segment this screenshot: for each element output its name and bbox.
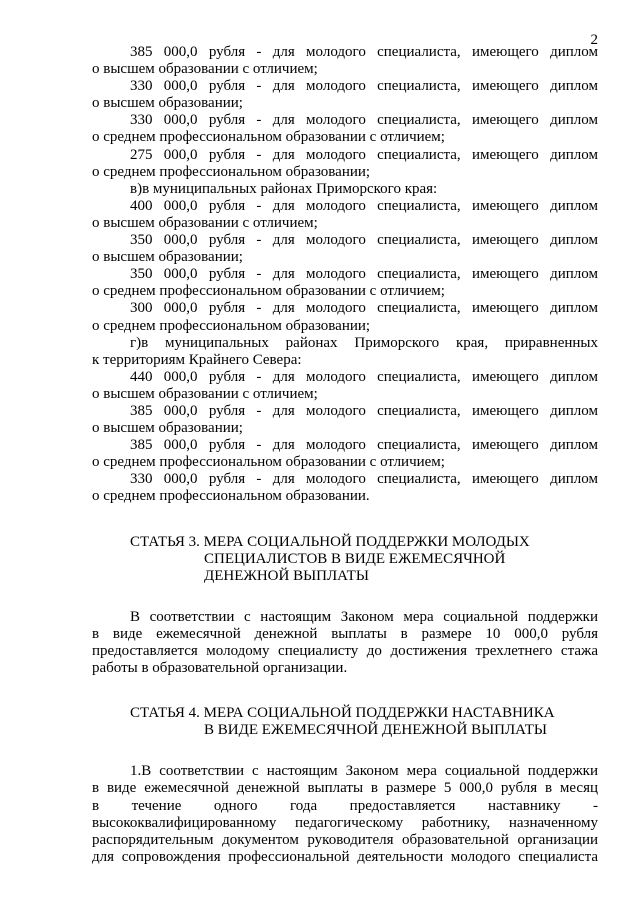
payment-description: рубля - для молодого специалиста, имеющего диплом (208, 402, 598, 419)
article-3-heading (92, 534, 598, 585)
payment-amount: 385 000,0 (130, 44, 198, 60)
payment-amount: 385 000,0 (130, 437, 198, 454)
payment-description: рубля - для молодого специалиста, имеющего диплом (208, 146, 598, 163)
document-body (92, 44, 598, 866)
payment-item-line (92, 266, 598, 283)
payment-item-continuation: о высшем образовании; (92, 420, 243, 437)
payment-amount: 300 000,0 (130, 300, 198, 317)
payment-item-continuation: о высшем образовании; (92, 249, 243, 266)
payment-item-continuation: о среднем профессиональном образовании с отличием; (92, 129, 445, 146)
payment-item-continuation: о высшем образовании с отличием; (92, 214, 318, 231)
payment-description: рубля - для молодого специалиста, имеющего диплом (208, 266, 598, 283)
payment-amount: 350 000,0 (130, 232, 198, 249)
payment-item-line (92, 300, 598, 317)
payment-item-line (92, 147, 598, 164)
payment-description: рубля - для молодого специалиста, имеющего диплом (208, 471, 598, 488)
payment-item-line (92, 403, 598, 420)
payment-item-continuation: о среднем профессиональном образовании. (92, 488, 370, 505)
payment-item-line (92, 232, 598, 249)
paragraph-line: распорядительным документом руководителя образовательной организации (92, 831, 598, 848)
paragraph-line: высококвалифицированному педагогическому работнику, назначенному (92, 814, 598, 831)
paragraph-line: в течение одного года предоставляется наставнику - (92, 797, 598, 814)
payment-item-continuation: о среднем профессиональном образовании; (92, 163, 371, 180)
payment-item-line (92, 112, 598, 129)
payment-description: рубля - для молодого специалиста, имеющего диплом (208, 232, 598, 249)
payment-amount: 330 000,0 (130, 471, 198, 488)
payment-description: рубля - для молодого специалиста, имеющего диплом (208, 437, 598, 454)
article-4-heading (92, 705, 598, 739)
region-subheading: в)в муниципальных районах Приморского края: (130, 180, 438, 197)
paragraph-line: В соответствии с настоящим Законом мера социальной поддержки (130, 608, 598, 625)
heading-line: ДЕНЕЖНОЙ ВЫПЛАТЫ (204, 567, 369, 584)
payment-amount: 275 000,0 (130, 146, 198, 163)
payment-amount: 440 000,0 (130, 368, 198, 385)
payment-description: рубля - для молодого специалиста, имеющего диплом (208, 300, 598, 317)
paragraph-line: работы в образовательной организации. (92, 660, 348, 677)
payment-item-line (92, 437, 598, 454)
heading-line: В ВИДЕ ЕЖЕМЕСЯЧНОЙ ДЕНЕЖНОЙ ВЫПЛАТЫ (204, 722, 547, 739)
page-number: 2 (590, 32, 598, 48)
payment-item-continuation: о высшем образовании с отличием; (92, 385, 318, 402)
payment-amount: 350 000,0 (130, 266, 198, 283)
paragraph-line: в виде ежемесячной денежной выплаты в размере 10 000,0 рубля (92, 625, 598, 642)
payment-item-continuation: о высшем образовании; (92, 95, 243, 112)
payment-description: рубля - для молодого специалиста, имеющего диплом (208, 197, 598, 214)
payment-item-line (92, 78, 598, 95)
payment-item-line (92, 44, 598, 61)
payment-description: рубля - для молодого специалиста, имеющего диплом (208, 368, 598, 385)
payment-list (92, 44, 598, 506)
paragraph-line: в виде ежемесячной денежной выплаты в размере 5 000,0 рубля в месяц (92, 780, 598, 797)
article-4-body (92, 763, 598, 866)
payment-item-continuation: о среднем профессиональном образовании; (92, 317, 371, 334)
region-subheading: г)в муниципальных районах Приморского края, приравненных (130, 334, 598, 351)
payment-item-line (92, 369, 598, 386)
payment-description: рубля - для молодого специалиста, имеющего диплом (208, 78, 598, 95)
heading-line: СПЕЦИАЛИСТОВ В ВИДЕ ЕЖЕМЕСЯЧНОЙ (204, 550, 506, 567)
payment-item-continuation: о среднем профессиональном образовании с отличием; (92, 283, 445, 300)
payment-item-line (92, 198, 598, 215)
payment-description: рубля - для молодого специалиста, имеющего диплом (208, 112, 598, 129)
payment-description: рубля - для молодого специалиста, имеющего диплом (208, 44, 598, 60)
region-subheading-continuation: к территориям Крайнего Севера: (92, 351, 302, 368)
payment-item-continuation: о высшем образовании с отличием; (92, 61, 318, 78)
heading-line: СТАТЬЯ 4. МЕРА СОЦИАЛЬНОЙ ПОДДЕРЖКИ НАСТАВНИКА (130, 705, 555, 722)
payment-amount: 330 000,0 (130, 78, 198, 95)
payment-amount: 385 000,0 (130, 402, 198, 419)
paragraph-line: 1.В соответствии с настоящим Законом мера социальной поддержки (130, 763, 598, 780)
paragraph-line: для сопровождения профессиональной деятельности молодого специалиста (92, 848, 598, 865)
heading-line: СТАТЬЯ 3. МЕРА СОЦИАЛЬНОЙ ПОДДЕРЖКИ МОЛОДЫХ (130, 533, 530, 550)
paragraph-line: предоставляется молодому специалисту до достижения трехлетнего стажа (92, 643, 598, 659)
payment-amount: 330 000,0 (130, 112, 198, 129)
payment-item-continuation: о среднем профессиональном образовании с отличием; (92, 454, 445, 471)
payment-item-line (92, 471, 598, 488)
article-3-body (92, 609, 598, 677)
payment-amount: 400 000,0 (130, 197, 198, 214)
